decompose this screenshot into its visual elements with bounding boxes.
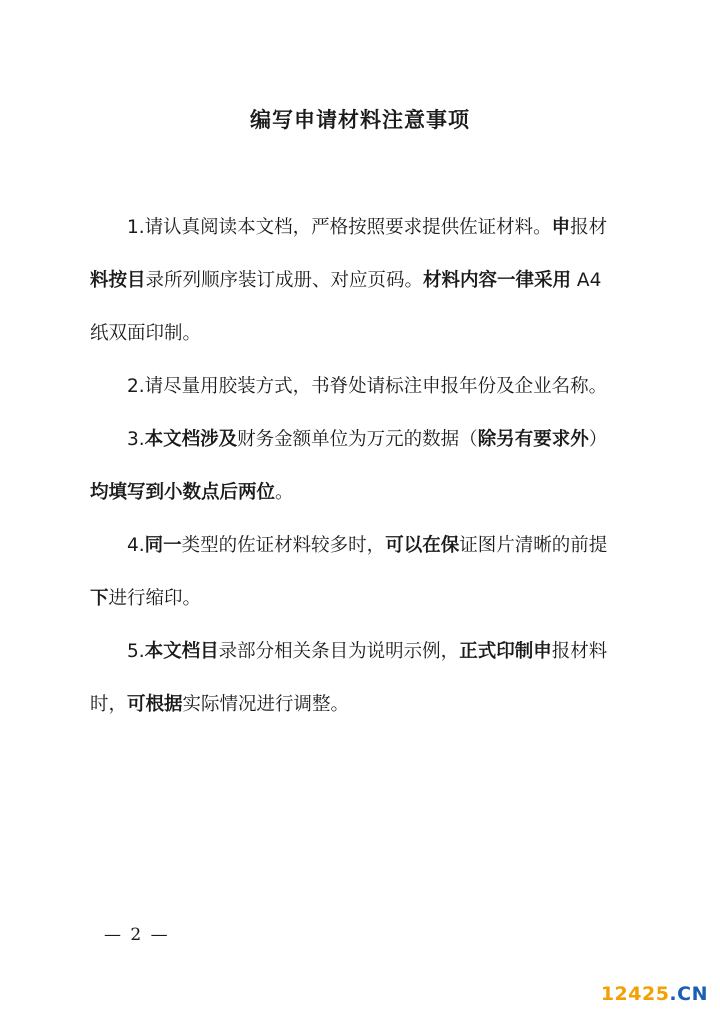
- paragraph: [90, 421, 646, 512]
- bold-text-run: 均填写到小数点后两位: [90, 482, 276, 503]
- document-body: [90, 209, 646, 739]
- text-run: 报材: [570, 217, 608, 238]
- bold-text-run: 下: [90, 588, 109, 609]
- text-run: 报材料: [551, 641, 608, 662]
- text-run: 财务金额单位为万元的数据（: [237, 429, 478, 450]
- paragraph: [90, 368, 646, 406]
- bold-text-run: 申: [551, 217, 571, 238]
- watermark-number: 12425: [600, 983, 670, 1005]
- paragraph-line: [90, 686, 646, 724]
- text-run: ）: [588, 429, 608, 450]
- text-run: 纸双面印制。: [90, 323, 202, 344]
- paragraph-line: [90, 368, 646, 406]
- paragraph: [90, 527, 646, 618]
- paragraph: [90, 633, 646, 724]
- bold-text-run: 除另有要求外: [477, 429, 589, 450]
- bold-text-run: 材料内容一律采用: [423, 270, 572, 291]
- text-run: 1.请认真阅读本文档，严格按照要求提供佐证材料。: [127, 217, 552, 238]
- paragraph-line: [90, 262, 646, 300]
- text-run: 5.: [127, 641, 145, 662]
- text-run: 。: [275, 482, 294, 503]
- paragraph-line: [90, 633, 646, 671]
- site-watermark-logo: [601, 983, 708, 1005]
- text-run: 时，: [90, 694, 128, 715]
- paragraph-line: [90, 580, 646, 618]
- text-run: 2.请尽量用胶装方式，书脊处请标注申报年份及企业名称。: [127, 376, 608, 397]
- text-run: 4.: [127, 535, 145, 556]
- bold-text-run: 本文档目: [144, 641, 219, 662]
- document-title: 编写申请材料注意事项: [250, 108, 470, 132]
- text-run: 类型的佐证材料较多时，: [181, 535, 386, 556]
- paragraph-line: [90, 527, 646, 565]
- text-run: 进行缩印。: [108, 588, 202, 609]
- bold-text-run: 可以在保: [385, 535, 460, 556]
- text-run: 实际情况进行调整。: [182, 694, 350, 715]
- text-run: A4: [571, 270, 602, 291]
- bold-text-run: 本文档涉及: [144, 429, 238, 450]
- text-run: 3.: [127, 429, 145, 450]
- text-run: 证图片清晰的前提: [459, 535, 608, 556]
- bold-text-run: 可根据: [127, 694, 183, 715]
- paragraph-line: [90, 474, 646, 512]
- paragraph-line: [90, 315, 646, 353]
- page-number: — 2 —: [104, 925, 170, 945]
- text-run: 录所列顺序装订成册、对应页码。: [145, 270, 424, 291]
- bold-text-run: 料按目: [90, 270, 146, 291]
- paragraph-line: [90, 421, 646, 459]
- bold-text-run: 同一: [144, 535, 182, 556]
- paragraph-line: [90, 209, 646, 247]
- watermark-domain: .CN: [669, 983, 708, 1005]
- text-run: 录部分相关条目为说明示例，: [218, 641, 460, 662]
- paragraph: [90, 209, 646, 353]
- bold-text-run: 正式印制申: [459, 641, 552, 662]
